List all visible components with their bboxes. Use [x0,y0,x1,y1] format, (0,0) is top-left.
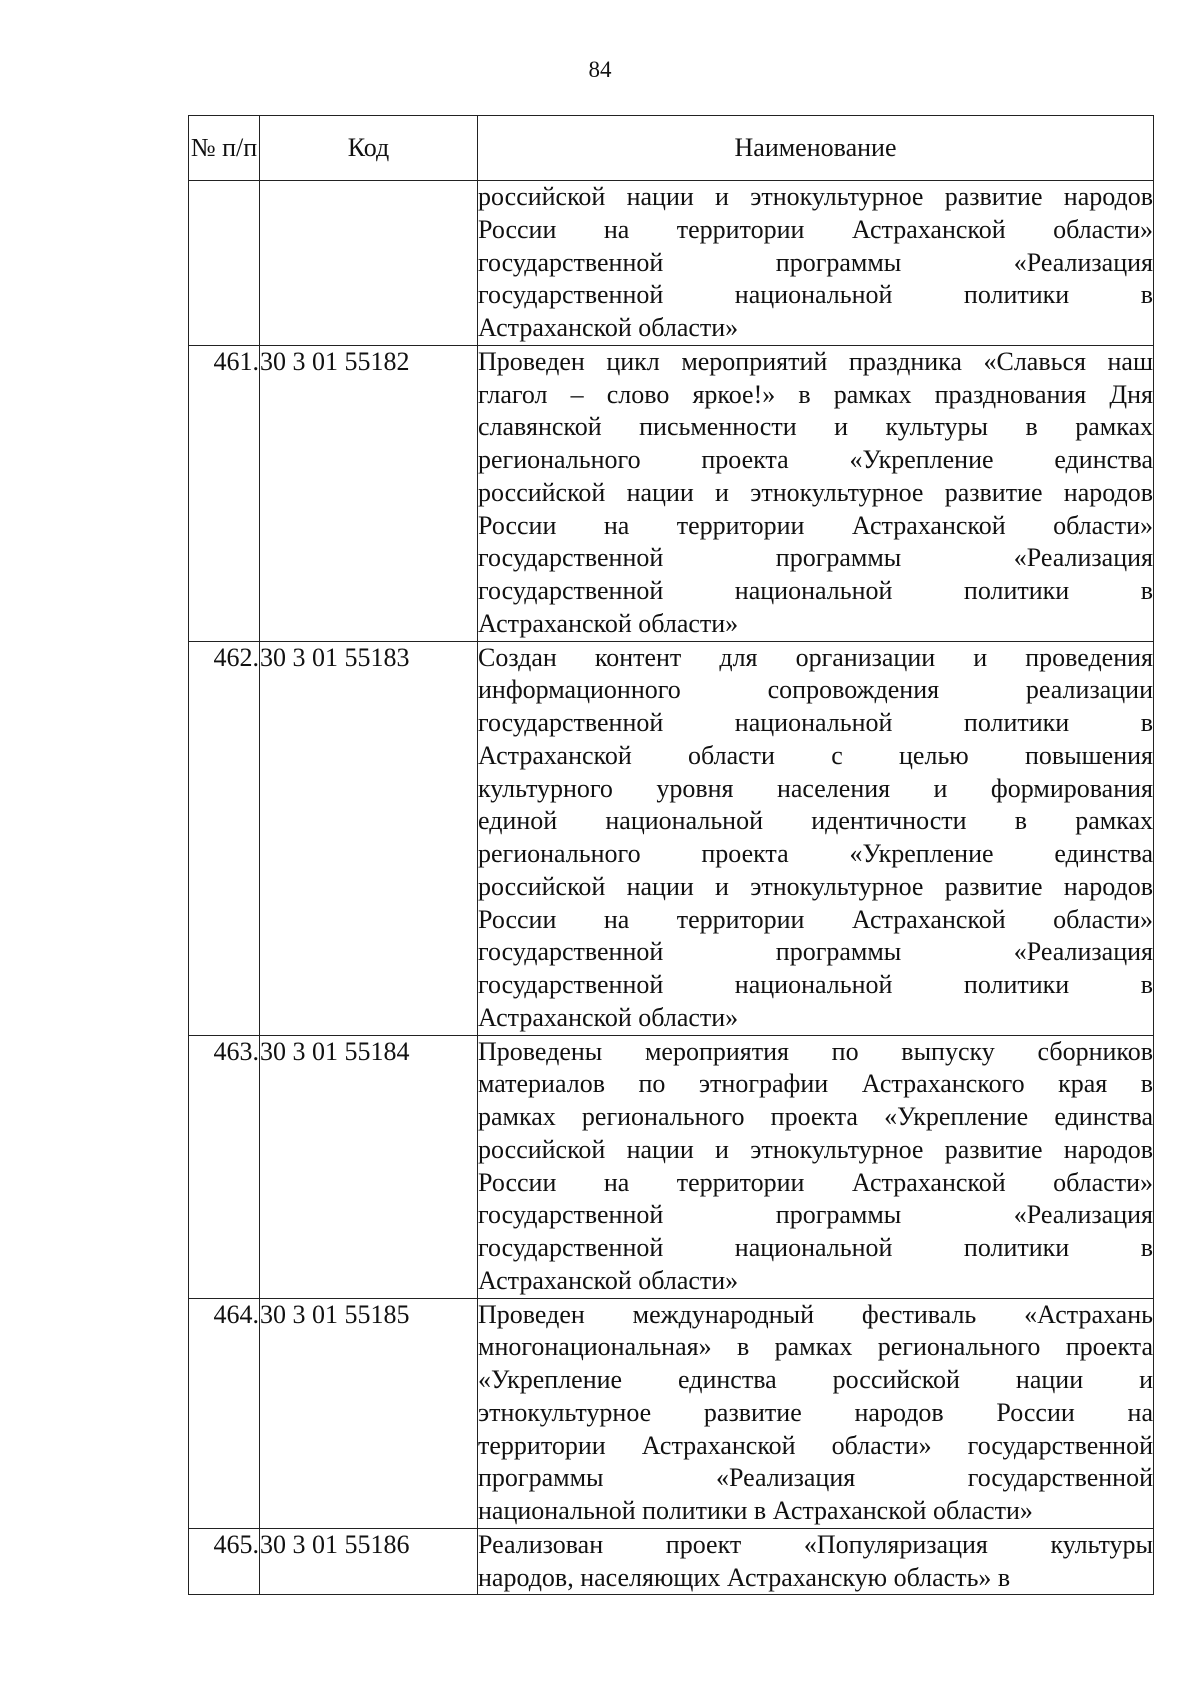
row-name-line: Реализован проект «Популяризация культуры [478,1529,1153,1559]
row-name-line: России на территории Астраханской области» [478,904,1153,934]
row-name-line: российской нации и этнокультурное развитие народов [478,477,1153,507]
row-name-line: государственной национальной политики в [478,576,1153,605]
row-name-line: российской нации и этнокультурное развитие народов [478,182,1153,211]
row-name-line: государственной программы «Реализация [478,937,1153,967]
row-name-line: России на территории Астраханской области» [478,1167,1153,1197]
row-name-line: Проведен международный фестиваль «Астрахань [478,1299,1153,1329]
budget-code-table [188,115,1154,1595]
row-code: 30 3 01 55183 [260,641,478,1035]
row-name [478,1298,1154,1528]
row-code [260,181,478,346]
row-code: 30 3 01 55182 [260,345,478,641]
row-name-line: материалов по этнографии Астраханского края в [478,1069,1153,1099]
header-code: Код [260,116,478,181]
row-code: 30 3 01 55184 [260,1035,478,1298]
row-name-line: глагол – слово яркое!» в рамках празднования Дня [478,379,1153,409]
row-name [478,345,1154,641]
table-row [189,641,1154,1035]
row-name-line: славянской письменности и культуры в рамках [478,412,1153,442]
row-name-line: регионального проекта «Укрепление единства [478,445,1153,474]
row-name-line: информационного сопровождения реализации [478,675,1153,705]
row-code: 30 3 01 55185 [260,1298,478,1528]
row-name-line: территории Астраханской области» государственной [478,1430,1153,1460]
row-name-line: государственной программы «Реализация [478,1200,1153,1230]
table-header-row [189,116,1154,181]
row-name-line: Астраханской области» [478,1265,739,1295]
table-row [189,1035,1154,1298]
table-row [189,1528,1154,1595]
row-name-line: рамках регионального проекта «Укрепление единства [478,1102,1153,1131]
row-name-line: государственной национальной политики в [478,970,1153,999]
row-name-line: российской нации и этнокультурное развитие народов [478,1134,1153,1164]
row-number: 464. [189,1298,260,1528]
table-row [189,1298,1154,1528]
row-name-line: государственной программы «Реализация [478,247,1153,277]
row-name-line: России на территории Астраханской области» [478,510,1153,540]
row-name-line: регионального проекта «Укрепление единства [478,839,1153,868]
row-name-line: многонациональная» в рамках регионального проекта [478,1332,1153,1362]
row-name-line: государственной национальной политики в [478,708,1153,737]
header-name: Наименование [478,116,1154,181]
row-code: 30 3 01 55186 [260,1528,478,1595]
page-number: 84 [588,57,612,82]
header-number: № п/п [189,116,260,181]
row-name-line: государственной национальной политики в [478,1233,1153,1262]
row-name-line: культурного уровня населения и формирования [478,773,1153,803]
row-name-line: этнокультурное развитие народов России на [478,1397,1153,1427]
table-row [189,181,1154,346]
row-name-line: национальной политики в Астраханской области» [478,1496,1033,1525]
row-name-line: Астраханской области с целью повышения [478,740,1153,770]
row-name-line: Проведены мероприятия по выпуску сборников [478,1036,1153,1066]
row-name-line: Создан контент для организации и проведения [478,642,1153,672]
row-number: 465. [189,1528,260,1595]
row-name-line: государственной программы «Реализация [478,543,1153,573]
row-name-line: Астраханской области» [478,608,739,638]
row-name-line: государственной национальной политики в [478,280,1153,310]
row-number: 463. [189,1035,260,1298]
row-name-line: Астраханской области» [478,1002,739,1032]
table-body [189,181,1154,1595]
row-name-line: программы «Реализация государственной [478,1463,1153,1493]
row-number: 461. [189,345,260,641]
row-name-line: единой национальной идентичности в рамках [478,806,1153,836]
row-name [478,181,1154,346]
row-name-line: Проведен цикл мероприятий праздника «Славься наш [478,346,1153,376]
row-name [478,641,1154,1035]
row-number [189,181,260,346]
row-name [478,1035,1154,1298]
table-row [189,345,1154,641]
row-name-line: Астраханской области» [478,313,739,342]
row-name-line: российской нации и этнокультурное развитие народов [478,871,1153,901]
row-number: 462. [189,641,260,1035]
row-name [478,1528,1154,1595]
row-name-line: народов, населяющих Астраханскую область» в [478,1562,1011,1592]
row-name-line: «Укрепление единства российской нации и [478,1365,1153,1394]
row-name-line: России на территории Астраханской области» [478,214,1153,244]
